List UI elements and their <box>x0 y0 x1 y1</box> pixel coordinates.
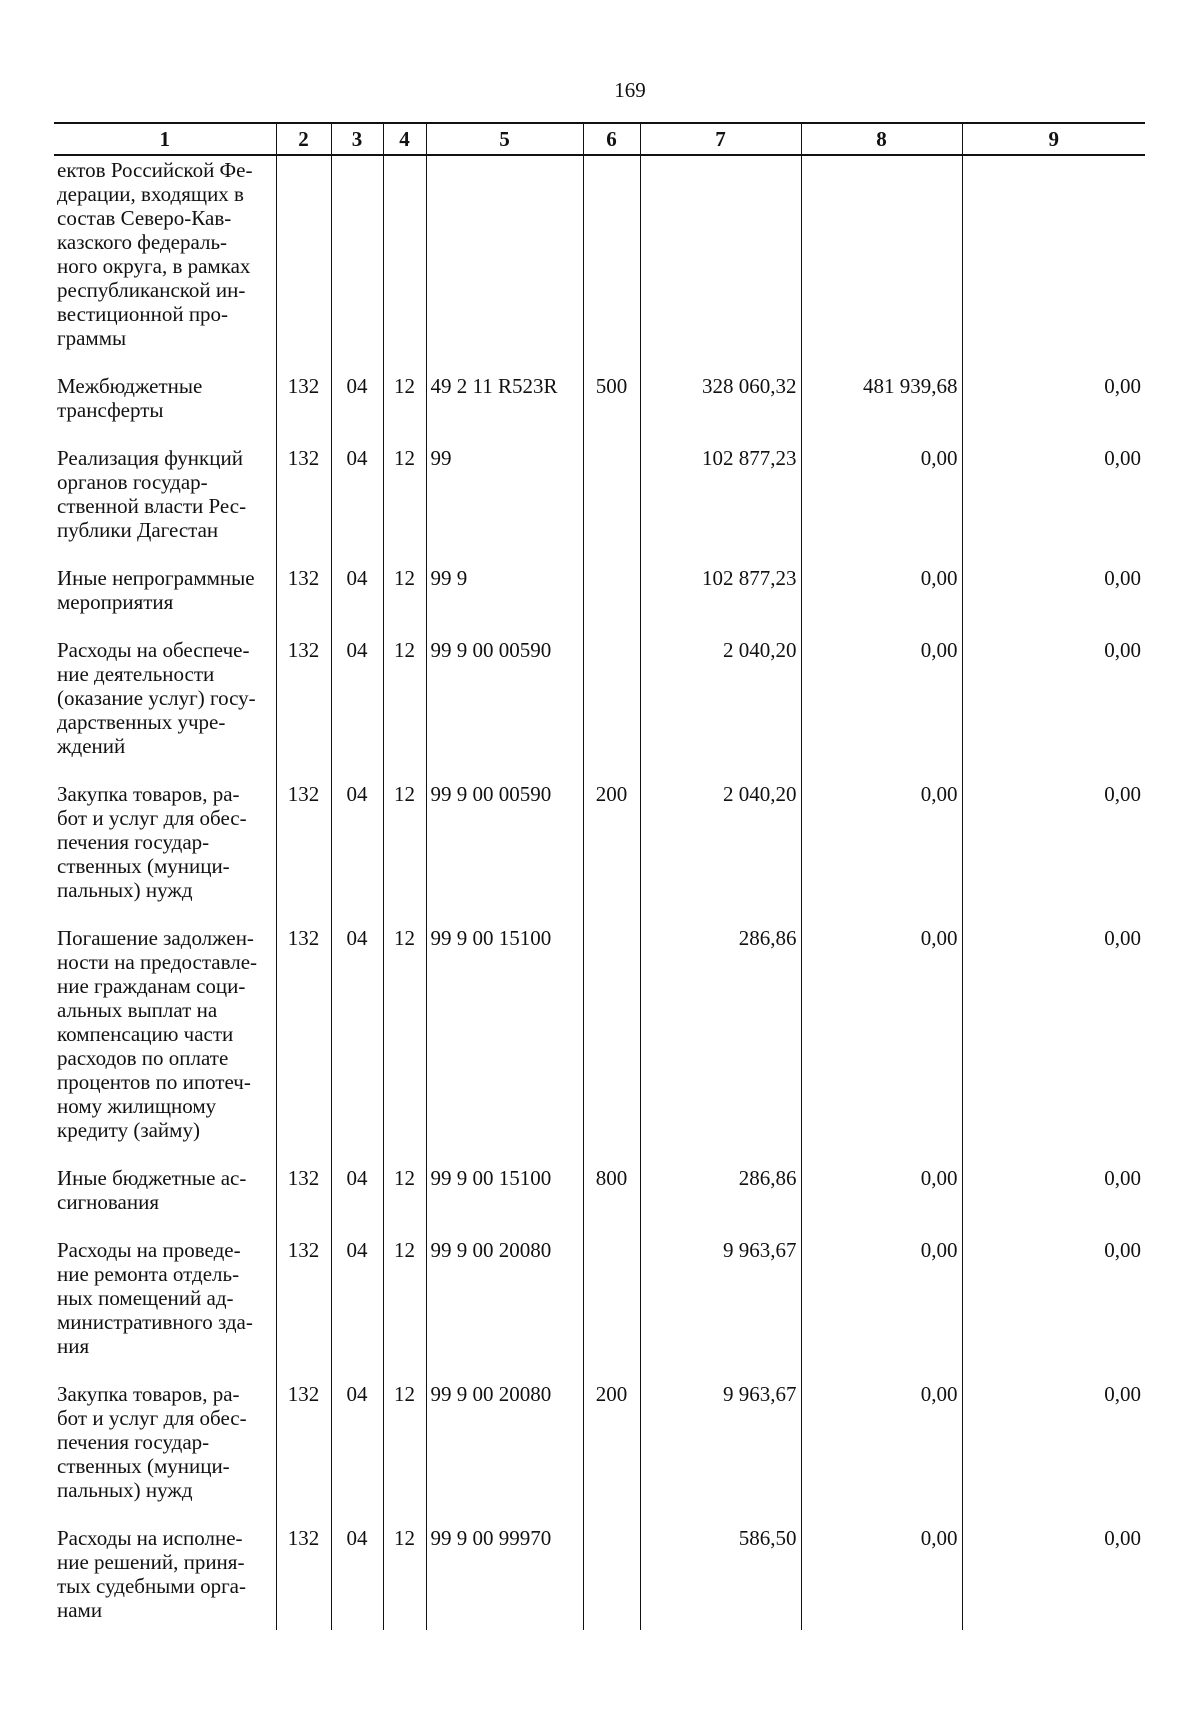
target-article-cell: 99 9 <box>426 564 583 636</box>
table-row <box>54 780 1145 924</box>
column-header: 9 <box>962 123 1145 155</box>
code-cell: 132 <box>276 564 331 636</box>
code-cell: 132 <box>276 1164 331 1236</box>
table-row <box>54 444 1145 564</box>
table-row <box>54 372 1145 444</box>
table-row <box>54 1236 1145 1380</box>
row-label: Реализация функций органов государ- ственной власти Рес- публики Дагестан <box>54 444 276 564</box>
target-article-cell: 99 9 00 00590 <box>426 780 583 924</box>
code-cell: 132 <box>276 372 331 444</box>
code-cell: 04 <box>331 636 383 780</box>
table-row <box>54 924 1145 1164</box>
expense-type-cell <box>583 1236 640 1380</box>
code-cell: 12 <box>383 1236 426 1380</box>
row-label: ектов Российской Фе- дерации, входящих в состав Северо-Кав- казского федераль- ного округа, в рамках республиканской ин- вестиционной про- граммы <box>54 155 276 372</box>
amount-cell: 0,00 <box>801 780 962 924</box>
amount-cell <box>962 155 1145 372</box>
amount-cell <box>640 155 801 372</box>
amount-cell: 0,00 <box>801 444 962 564</box>
code-cell: 04 <box>331 780 383 924</box>
amount-cell: 286,86 <box>640 924 801 1164</box>
amount-cell: 0,00 <box>962 1236 1145 1380</box>
code-cell: 04 <box>331 1380 383 1524</box>
amount-cell: 586,50 <box>640 1524 801 1630</box>
expense-type-cell <box>583 636 640 780</box>
code-cell: 12 <box>383 924 426 1164</box>
amount-cell: 481 939,68 <box>801 372 962 444</box>
page-number: 169 <box>614 78 646 102</box>
code-cell: 132 <box>276 1380 331 1524</box>
code-cell: 12 <box>383 636 426 780</box>
amount-cell <box>801 155 962 372</box>
table-row <box>54 564 1145 636</box>
amount-cell: 0,00 <box>962 564 1145 636</box>
target-article-cell: 99 9 00 99970 <box>426 1524 583 1630</box>
expense-type-cell: 800 <box>583 1164 640 1236</box>
expense-type-cell <box>583 1524 640 1630</box>
row-label: Иные бюджетные ас- сигнования <box>54 1164 276 1236</box>
amount-cell: 0,00 <box>962 444 1145 564</box>
column-header: 5 <box>426 123 583 155</box>
column-header: 7 <box>640 123 801 155</box>
code-cell: 132 <box>276 636 331 780</box>
code-cell: 12 <box>383 564 426 636</box>
amount-cell: 0,00 <box>962 924 1145 1164</box>
code-cell: 04 <box>331 1236 383 1380</box>
code-cell: 12 <box>383 372 426 444</box>
amount-cell: 0,00 <box>962 372 1145 444</box>
amount-cell: 2 040,20 <box>640 780 801 924</box>
header-row <box>54 123 1145 155</box>
amount-cell: 2 040,20 <box>640 636 801 780</box>
amount-cell: 0,00 <box>962 1164 1145 1236</box>
column-header: 3 <box>331 123 383 155</box>
expense-type-cell: 500 <box>583 372 640 444</box>
table-row <box>54 1164 1145 1236</box>
target-article-cell: 99 <box>426 444 583 564</box>
code-cell: 12 <box>383 780 426 924</box>
code-cell: 132 <box>276 444 331 564</box>
budget-table <box>54 122 1145 1630</box>
expense-type-cell <box>583 924 640 1164</box>
table-row <box>54 636 1145 780</box>
column-header: 6 <box>583 123 640 155</box>
table-row <box>54 155 1145 372</box>
amount-cell: 0,00 <box>801 636 962 780</box>
target-article-cell: 99 9 00 20080 <box>426 1236 583 1380</box>
code-cell: 12 <box>383 1380 426 1524</box>
code-cell: 132 <box>276 924 331 1164</box>
code-cell: 12 <box>383 1524 426 1630</box>
expense-type-cell: 200 <box>583 1380 640 1524</box>
code-cell: 04 <box>331 1524 383 1630</box>
target-article-cell: 99 9 00 15100 <box>426 1164 583 1236</box>
amount-cell: 0,00 <box>962 780 1145 924</box>
row-label: Погашение задолжен- ности на предоставле- ние гражданам соци- альных выплат на компенсацию части расходов по оплате процентов по ипотеч- ному жилищному кредиту (займу) <box>54 924 276 1164</box>
code-cell: 132 <box>276 1524 331 1630</box>
column-header: 2 <box>276 123 331 155</box>
target-article-cell: 49 2 11 R523R <box>426 372 583 444</box>
table-row <box>54 1380 1145 1524</box>
amount-cell: 0,00 <box>801 1524 962 1630</box>
target-article-cell <box>426 155 583 372</box>
column-header: 1 <box>54 123 276 155</box>
expense-type-cell: 200 <box>583 780 640 924</box>
column-header: 4 <box>383 123 426 155</box>
amount-cell: 0,00 <box>801 1164 962 1236</box>
code-cell: 04 <box>331 924 383 1164</box>
table-row <box>54 1524 1145 1630</box>
target-article-cell: 99 9 00 00590 <box>426 636 583 780</box>
column-header: 8 <box>801 123 962 155</box>
code-cell: 04 <box>331 1164 383 1236</box>
code-cell: 132 <box>276 1236 331 1380</box>
row-label: Расходы на обеспече- ние деятельности (оказание услуг) госу- дарственных учре- ждений <box>54 636 276 780</box>
amount-cell: 102 877,23 <box>640 444 801 564</box>
code-cell: 12 <box>383 1164 426 1236</box>
amount-cell: 0,00 <box>962 1380 1145 1524</box>
row-label: Расходы на исполне- ние решений, приня- тых судебными орга- нами <box>54 1524 276 1630</box>
amount-cell: 0,00 <box>801 1236 962 1380</box>
target-article-cell: 99 9 00 20080 <box>426 1380 583 1524</box>
code-cell: 04 <box>331 444 383 564</box>
code-cell: 132 <box>276 780 331 924</box>
amount-cell: 102 877,23 <box>640 564 801 636</box>
expense-type-cell <box>583 444 640 564</box>
code-cell <box>276 155 331 372</box>
target-article-cell: 99 9 00 15100 <box>426 924 583 1164</box>
amount-cell: 0,00 <box>962 636 1145 780</box>
code-cell: 04 <box>331 564 383 636</box>
amount-cell: 0,00 <box>801 1380 962 1524</box>
amount-cell: 9 963,67 <box>640 1380 801 1524</box>
amount-cell: 0,00 <box>801 924 962 1164</box>
table-body <box>54 155 1145 1630</box>
expense-type-cell <box>583 564 640 636</box>
code-cell: 12 <box>383 444 426 564</box>
amount-cell: 286,86 <box>640 1164 801 1236</box>
expense-type-cell <box>583 155 640 372</box>
code-cell <box>331 155 383 372</box>
code-cell: 04 <box>331 372 383 444</box>
code-cell <box>383 155 426 372</box>
row-label: Закупка товаров, ра- бот и услуг для обес- печения государ- ственных (муници- пальных) нужд <box>54 1380 276 1524</box>
amount-cell: 0,00 <box>801 564 962 636</box>
row-label: Закупка товаров, ра- бот и услуг для обес- печения государ- ственных (муници- пальных) нужд <box>54 780 276 924</box>
amount-cell: 0,00 <box>962 1524 1145 1630</box>
row-label: Иные непрограммные мероприятия <box>54 564 276 636</box>
amount-cell: 9 963,67 <box>640 1236 801 1380</box>
amount-cell: 328 060,32 <box>640 372 801 444</box>
row-label: Межбюджетные трансферты <box>54 372 276 444</box>
row-label: Расходы на проведе- ние ремонта отдель- ных помещений ад- министративного зда- ния <box>54 1236 276 1380</box>
